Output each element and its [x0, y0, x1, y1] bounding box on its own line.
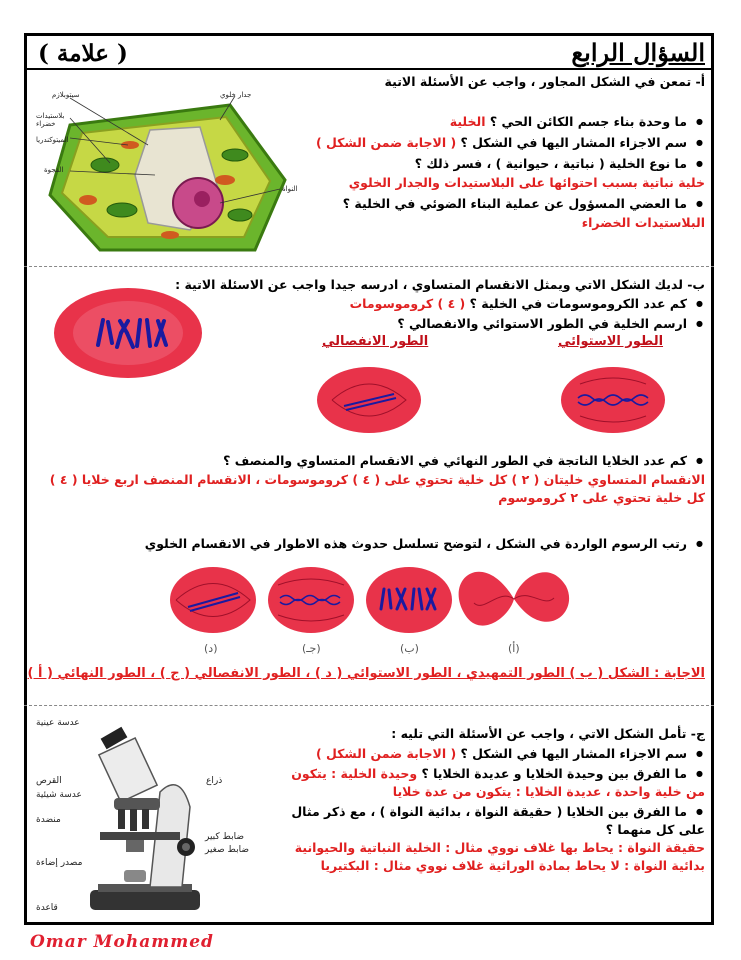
- cell-label-nucleus: النواة: [282, 185, 298, 193]
- header-divider: [24, 68, 714, 70]
- question-b4-block: [25, 535, 705, 553]
- answer-c1: ( الاجابة ضمن الشكل ): [315, 746, 457, 761]
- mic-label-disc: القرص: [36, 776, 62, 786]
- mitosis-main-cell: [48, 283, 208, 383]
- mic-label-eyepiece: عدسة عينية: [36, 718, 80, 728]
- answer-c2-line2: من خلية واحدة ، عديدة الخلايا : يتكون من عدة خلايا: [392, 784, 705, 799]
- stage-cell-j: [266, 565, 356, 635]
- section-a-intro: أ- تمعن في الشكل المجاور ، واجب عن الأسئلة الاتية: [384, 74, 705, 89]
- section-c-questions: [265, 745, 705, 875]
- question-a3: ما نوع الخلية ( نباتية ، حيوانية ) ، فسر ذلك ؟ ●: [345, 155, 705, 173]
- answer-c3-line2: بدائية النواة : لا يحاط بمادة الوراثية غلاف نووي مثال : البكتيريا: [320, 858, 705, 873]
- cell-label-cytoplasm: سيتوبلازم: [52, 91, 80, 99]
- divider-b-c: [24, 705, 714, 706]
- question-c1: سم الاجزاء المشار اليها في الشكل ؟ ( الاجابة ضمن الشكل ) ●: [265, 745, 705, 763]
- question-c3-line2: على كل منهما ؟: [605, 822, 705, 837]
- mic-label-coarse: ضابط كبير: [205, 832, 244, 842]
- mic-label-base: قاعدة: [36, 903, 58, 913]
- stage-cell-b: [364, 565, 454, 635]
- question-a2: سم الاجزاء المشار اليها في الشكل ؟ ( الاجابة ضمن الشكل ) ●: [345, 134, 705, 152]
- question-a1: ما وحدة بناء جسم الكائن الحي ؟ الخلية ●: [345, 113, 705, 131]
- question-b4: رتب الرسوم الواردة في الشكل ، لتوضح تسلسل حدوث هذه الاطوار في الانقسام الخلوي ●: [25, 535, 705, 553]
- microscope-figure: [40, 712, 240, 917]
- question-b3: كم عدد الخلايا الناتجة في الطور النهائي في الانقسام المتساوي والمنصف ؟ ●: [25, 452, 705, 470]
- answer-a3: خلية نباتية بسبب احتوائها على البلاستيدات والجدار الخلوي: [348, 175, 705, 190]
- divider-a-b: [24, 266, 714, 267]
- marks-label: ( علامة ): [38, 40, 128, 67]
- cell-label-chloroplasts: بلاستيدات خضراء: [36, 112, 65, 128]
- metaphase-drawing: [558, 364, 668, 436]
- answer-b3-line2: كل خلية تحتوي على ٢ كروموسوم: [498, 490, 705, 505]
- caption-b: (ب): [400, 642, 419, 655]
- answer-a2: ( الاجابة ضمن الشكل ): [315, 135, 457, 150]
- caption-d: (د): [204, 642, 218, 655]
- section-a-questions: [315, 113, 705, 232]
- question-c3-line1: ما الفرق بين الخلايا ( حقيقة النواة ، بدائية النواة ) ، مع ذكر مثال ●: [265, 803, 705, 821]
- label-anaphase: الطور الانفصالي: [322, 334, 429, 349]
- question-c2: ما الفرق بين وحيدة الخلايا و عديدة الخلايا ؟ وحيدة الخلية : يتكون ●: [265, 765, 705, 783]
- mic-label-arm: ذراع: [206, 776, 223, 786]
- question-b2: ارسم الخلية في الطور الاستوائي والانفصالي ؟ ●: [265, 315, 705, 333]
- author-signature: Omar Mohammed: [30, 932, 214, 952]
- cell-label-cell-wall: جدار خلوي: [220, 91, 252, 99]
- answer-a1: الخلية: [449, 114, 486, 129]
- sequence-answer: الاجابة : الشكل ( ب ) الطور التمهيدي ، الطور الاستوائي ( د ) ، الطور الانفصالي ( ج ) ، الطور النهائي ( أ ): [27, 666, 705, 681]
- plant-cell-figure: [30, 85, 320, 257]
- mic-label-fine: ضابط صغير: [205, 845, 249, 855]
- question-title: السؤال الرابع: [571, 38, 705, 67]
- section-c-intro: ج- تأمل الشكل الاتي ، واجب عن الأسئلة التي تليه :: [391, 726, 705, 741]
- answer-c2-part: وحيدة الخلية : يتكون: [291, 766, 418, 781]
- question-b3-block: [25, 452, 705, 507]
- question-a4: ما العضي المسؤول عن عملية البناء الضوئي في الخلية ؟ ●: [345, 195, 705, 213]
- mic-label-objective: عدسة شيئية: [36, 790, 82, 800]
- anaphase-drawing: [314, 364, 424, 436]
- answer-b3-line1: الانقسام المتساوي خليتان ( ٢ ) كل خلية تحتوي على ( ٤ ) كروموسومات ، الانقسام المنصف اربع خلايا ( ٤ ): [49, 472, 705, 487]
- mic-label-stage: منضدة: [36, 815, 61, 825]
- answer-a4: البلاستيدات الخضراء: [581, 215, 705, 230]
- mic-label-light: مصدر إضاءة: [36, 858, 83, 868]
- label-metaphase: الطور الاستوائي: [558, 334, 664, 349]
- caption-j: (جـ): [302, 642, 321, 655]
- section-b-questions: [265, 295, 705, 333]
- question-b1: كم عدد الكروموسومات في الخلية ؟ ( ٤ ) كروموسومات ●: [265, 295, 705, 313]
- cell-label-vacuole: الفجوة: [44, 166, 64, 174]
- answer-b1: ( ٤ ) كروموسومات: [349, 296, 466, 311]
- section-b-intro: ب- لديك الشكل الاتي ويمثل الانقسام المتساوي ، ادرسه جيدا واجب عن الاسئلة الاتية :: [175, 277, 705, 292]
- cell-label-mitochondria: الميتوكندريا: [36, 136, 69, 144]
- stage-cell-d: [168, 565, 258, 635]
- answer-c3-line1: حقيقة النواة : يحاط بها غلاف نووي مثال : الخلية النباتية والحيوانية: [294, 840, 705, 855]
- stage-cell-a: [454, 558, 574, 640]
- caption-a: (أ): [508, 642, 520, 655]
